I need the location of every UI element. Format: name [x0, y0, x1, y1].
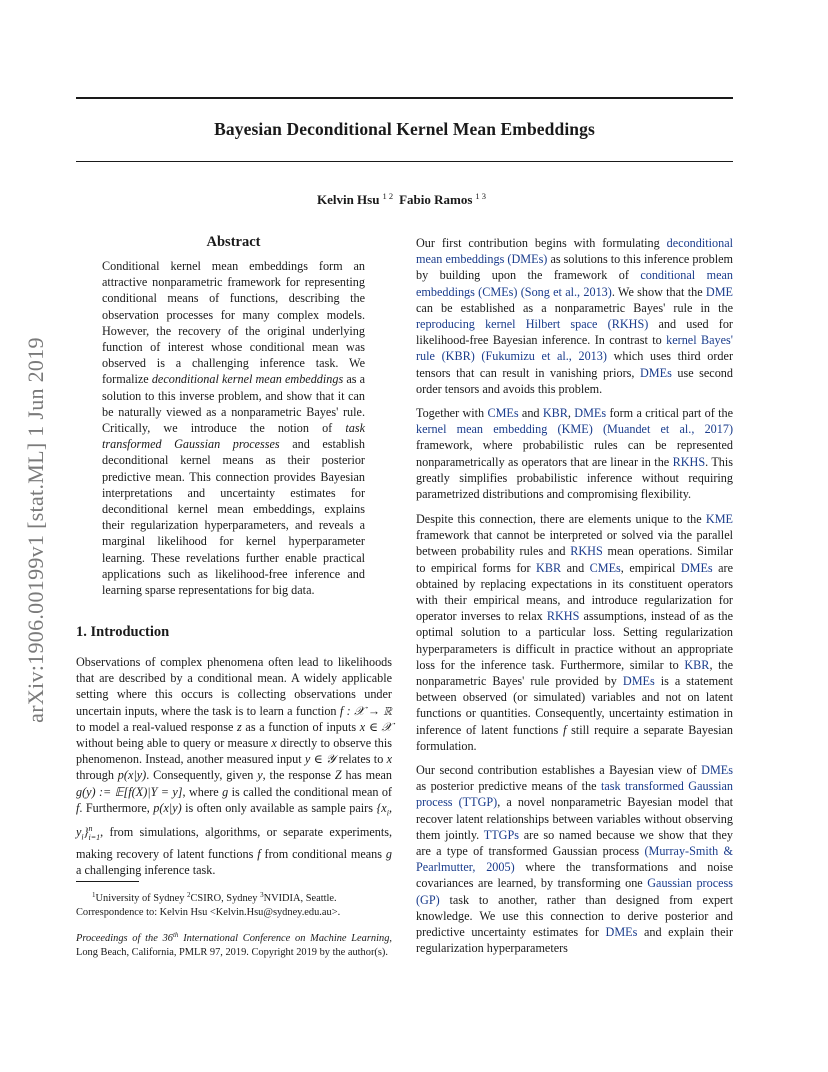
emphasis: deconditional kernel mean embeddings	[151, 372, 344, 387]
acronym-link[interactable]: RKHS	[672, 454, 706, 469]
acronym-link[interactable]: RKHS	[570, 544, 603, 559]
acronym-link[interactable]: KBR	[684, 657, 710, 672]
acronym-link[interactable]: DME	[705, 284, 733, 299]
right-paragraph-2: Together with CMEs and KBR, DMEs form a critical part of the kernel mean embedding (KME) (Muandet et al., 2017) framework, where probabilistic rules can be represented nonparametrically as operators that are linear in the RKHS. This greatly simplifies probabilistic inference without requiring parametrized distributions and compromising flexibility.	[416, 406, 734, 502]
acronym-link[interactable]: KME	[705, 512, 733, 526]
acronym-link[interactable]: DMEs	[574, 406, 607, 420]
acronym-link[interactable]: DMEs	[680, 560, 713, 575]
acronym-link[interactable]: DMEs	[605, 925, 638, 940]
right-paragraph-4: Our second contribution establishes a Bayesian view of DMEs as posterior predictive means of the task transformed Gaussian process (TTGP), a novel nonparametric Bayesian model that recover latent relationships between variables without observing them jointly. TTGPs are so named because we show that they are a type of transformed Gaussian process (Murray-Smith & Pearlmutter, 2005) where the transformations and noise covariances are learned, by transforming one Gaussian process (GP) task to another, rather than designed from expert knowledge. We use this connection to derive posterior and predictive uncertainty estimates for DMEs and explain their regularization hyperparameters	[416, 763, 734, 956]
introduction-paragraph: Observations of complex phenomena often lead to likelihoods that are described by a conditional mean. A widely applicable setting where this occurs is collecting observations under uncertain inputs, where the task is to learn a function f : 𝒳 → ℝ to model a real-valued response z as a function of inputs x ∈ 𝒳 without being able to query or measure x directly to observe this phenomenon. Instead, another measured input y ∈ 𝒴 relates to x through p(x|y). Consequently, given y, the response Z has mean g(y) := 𝔼[f(X)|Y = y], where g is called the conditional mean of f. Furthermore, p(x|y) is often only available as sample pairs {$x_i$, $y_i\}^n_{i=1}$, from simulations, algorithms, or separate experiments, making recovery of latent functions f from conditional means g a challenging inference task.	[76, 655, 393, 878]
acronym-link[interactable]: CMEs	[589, 560, 621, 575]
acronym-link[interactable]: Gaussian process (GP)	[416, 876, 733, 907]
right-paragraph-3: Despite this connection, there are elements unique to the KME framework that cannot be interpreted or solved via the parallel between probability rules and RKHS mean operations. Similar to empirical forms for KBR and CMEs, empirical DMEs are obtained by replacing expectations in its constituent operators with their empirical means, and introduce regularization for operator inverses to relax RKHS assumptions, instead of as the optimal solution to a particular loss. Setting regularization hyperparameters is difficult in practice without an appropriate loss for the inference task. Furthermore, similar to KBR, the nonparametric Bayes' rule provided by DMEs is a statement between observed (or simulated) variables and not on latent functions or quantities. Consequently, uncertainty estimation in inference of latent functions f still require a separate Bayesian formulation.	[416, 512, 734, 753]
acronym-link[interactable]: KBR	[542, 406, 568, 420]
acronym-link[interactable]: DMEs	[639, 365, 672, 380]
section-heading-introduction: 1. Introduction	[76, 624, 170, 640]
arxiv-sidebar-stamp	[23, 295, 49, 765]
right-paragraph-1: Our first contribution begins with formulating deconditional mean embeddings (DMEs) as solutions to this inference problem by building upon the framework of conditional mean embeddings (CMEs) (Song et al., 2013). We show that the DME can be established as a nonparametric Bayes' rule in the reproducing kernel Hilbert space (RKHS) and used for likelihood-free Bayesian inference. In contrast to kernel Bayes' rule (KBR) (Fukumizu et al., 2013) which uses third order tensors that can result in vanishing priors, DMEs use second order tensors and avoids this problem.	[416, 236, 733, 396]
citation-link[interactable]: (Song et al., 2013)	[520, 284, 612, 299]
acronym-link[interactable]: conditional mean embeddings (CMEs)	[416, 268, 733, 299]
acronym-link[interactable]: DMEs	[622, 674, 655, 689]
acronym-link[interactable]: kernel mean embedding (KME)	[416, 422, 593, 437]
citation-link[interactable]: (Fukumizu et al., 2013)	[481, 349, 607, 364]
acronym-link[interactable]: CMEs	[487, 406, 519, 420]
acronym-link[interactable]: task transformed Gaussian process (TTGP)	[416, 779, 733, 810]
abstract-heading: Abstract	[206, 234, 261, 250]
paper-title: Bayesian Deconditional Kernel Mean Embeddings	[214, 119, 595, 139]
citation-link[interactable]: (Muandet et al., 2017)	[602, 422, 734, 437]
acronym-link[interactable]: TTGPs	[483, 827, 519, 842]
affiliation-marker: 1 2	[382, 191, 394, 201]
title-top-rule	[76, 97, 733, 99]
acronym-link[interactable]: reproducing kernel Hilbert space (RKHS)	[416, 317, 649, 332]
author-name: Fabio Ramos	[399, 192, 473, 207]
affiliation-marker: 1 3	[475, 191, 487, 201]
emphasis: task transformed Gaussian processes	[102, 421, 365, 452]
arxiv-identifier: arXiv:1906.00199v1 [stat.ML] 1 Jun 2019	[23, 337, 48, 723]
acronym-link[interactable]: deconditional mean embeddings (DMEs)	[416, 236, 733, 267]
acronym-link[interactable]: DMEs	[701, 763, 733, 777]
correspondence-line: Correspondence to: Kelvin Hsu <Kelvin.Hsu@sydney.edu.au>.	[76, 907, 341, 918]
author-name: Kelvin Hsu	[316, 192, 380, 207]
title-bottom-rule	[76, 161, 733, 162]
author-line	[76, 191, 733, 208]
acronym-link[interactable]: RKHS	[546, 609, 580, 624]
affiliation-footnote: $^1$University of Sydney $^2$CSIRO, Sydney $^3$NVIDIA, Seattle. Correspondence to: Kelvin Hsu <Kelvin.Hsu@sydney.edu.au>.	[76, 891, 341, 918]
proceedings-note: Proceedings of the 36th International Conference on Machine Learning, Long Beach, California, PMLR 97, 2019. Copyright 2019 by the author(s).	[76, 931, 392, 958]
acronym-link[interactable]: KBR	[536, 560, 562, 575]
citation-link[interactable]: (Murray-Smith & Pearlmutter, 2005)	[416, 844, 733, 875]
acronym-link[interactable]: kernel Bayes' rule (KBR)	[416, 333, 733, 364]
footnote-rule	[76, 881, 139, 882]
abstract-body: Conditional kernel mean embeddings form an attractive nonparametric framework for representing conditional means of functions, describing the observation processes for many complex models. However, the recovery of the original underlying function of interest whose conditional mean was observed is a challenging inference task. We formalize deconditional kernel mean embeddings as a solution to this inverse problem, and show that it can be naturally viewed as a nonparametric Bayes' rule. Critically, we introduce the notion of task transformed Gaussian processes and establish deconditional kernel means as their posterior predictive mean. This connection provides Bayesian interpretations and uncertainty estimates for deconditional kernel mean embeddings, explains their regularization hyperparameters, and reveals a marginal likelihood for kernel hyperparameter learning. These revelations further enable practical applications such as likelihood-free inference and learning sparse representations for big data.	[102, 259, 366, 598]
